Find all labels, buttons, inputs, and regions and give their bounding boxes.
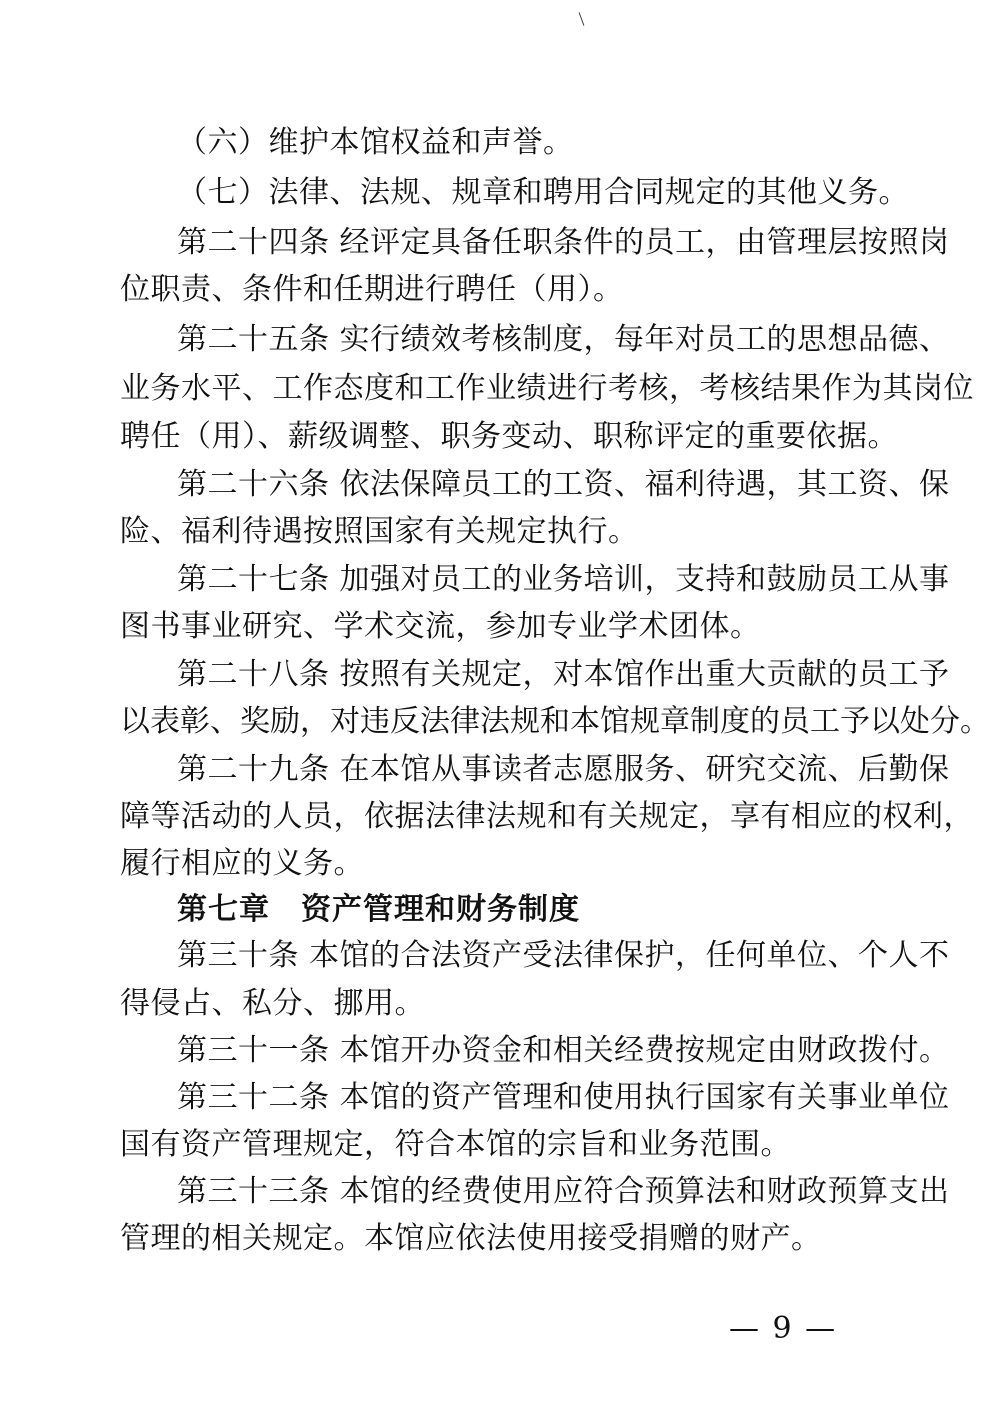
article-24-line-2: 位职责、条件和任期进行聘任（用）。 bbox=[120, 272, 624, 307]
item-six: （六）维护本馆权益和声誉。 bbox=[177, 125, 574, 160]
page-number: — 9 — bbox=[729, 1311, 838, 1346]
article-28-line-2: 以表彰、奖励，对违反法律法规和本馆规章制度的员工予以处分。 bbox=[120, 704, 990, 739]
article-26-line-2: 险、福利待遇按照国家有关规定执行。 bbox=[120, 514, 639, 549]
article-27-line-2: 图书事业研究、学术交流，参加专业学术团体。 bbox=[120, 609, 761, 644]
article-32-line-1: 第三十二条 本馆的资产管理和使用执行国家有关事业单位 bbox=[177, 1080, 950, 1115]
article-28-line-1: 第二十八条 按照有关规定，对本馆作出重大贡献的员工予 bbox=[177, 657, 950, 692]
article-25-line-1: 第二十五条 实行绩效考核制度，每年对员工的思想品德、 bbox=[177, 322, 950, 357]
article-25-line-2: 业务水平、工作态度和工作业绩进行考核，考核结果作为其岗位 bbox=[120, 371, 974, 406]
scan-speck bbox=[579, 12, 585, 25]
article-30-line-1: 第三十条 本馆的合法资产受法律保护，任何单位、个人不 bbox=[177, 938, 950, 973]
article-33-line-1: 第三十三条 本馆的经费使用应符合预算法和财政预算支出 bbox=[177, 1174, 950, 1209]
article-25-line-3: 聘任（用）、薪级调整、职务变动、职称评定的重要依据。 bbox=[120, 419, 898, 454]
article-33-line-2: 管理的相关规定。本馆应依法使用接受捐赠的财产。 bbox=[120, 1221, 822, 1256]
item-seven: （七）法律、法规、规章和聘用合同规定的其他义务。 bbox=[177, 175, 909, 210]
article-26-line-1: 第二十六条 依法保障员工的工资、福利待遇，其工资、保 bbox=[177, 467, 950, 502]
article-29-line-2: 障等活动的人员，依据法律法规和有关规定，享有相应的权利， bbox=[120, 799, 974, 834]
chapter-7-heading: 第七章 资产管理和财务制度 bbox=[177, 892, 580, 927]
article-27-line-1: 第二十七条 加强对员工的业务培训，支持和鼓励员工从事 bbox=[177, 562, 950, 597]
article-31-line-1: 第三十一条 本馆开办资金和相关经费按规定由财政拨付。 bbox=[177, 1033, 950, 1068]
article-24-line-1: 第二十四条 经评定具备任职条件的员工，由管理层按照岗 bbox=[177, 225, 950, 260]
article-29-line-3: 履行相应的义务。 bbox=[120, 846, 364, 881]
article-32-line-2: 国有资产管理规定，符合本馆的宗旨和业务范围。 bbox=[120, 1127, 791, 1162]
article-29-line-1: 第二十九条 在本馆从事读者志愿服务、研究交流、后勤保 bbox=[177, 752, 950, 787]
article-30-line-2: 得侵占、私分、挪用。 bbox=[120, 986, 425, 1021]
